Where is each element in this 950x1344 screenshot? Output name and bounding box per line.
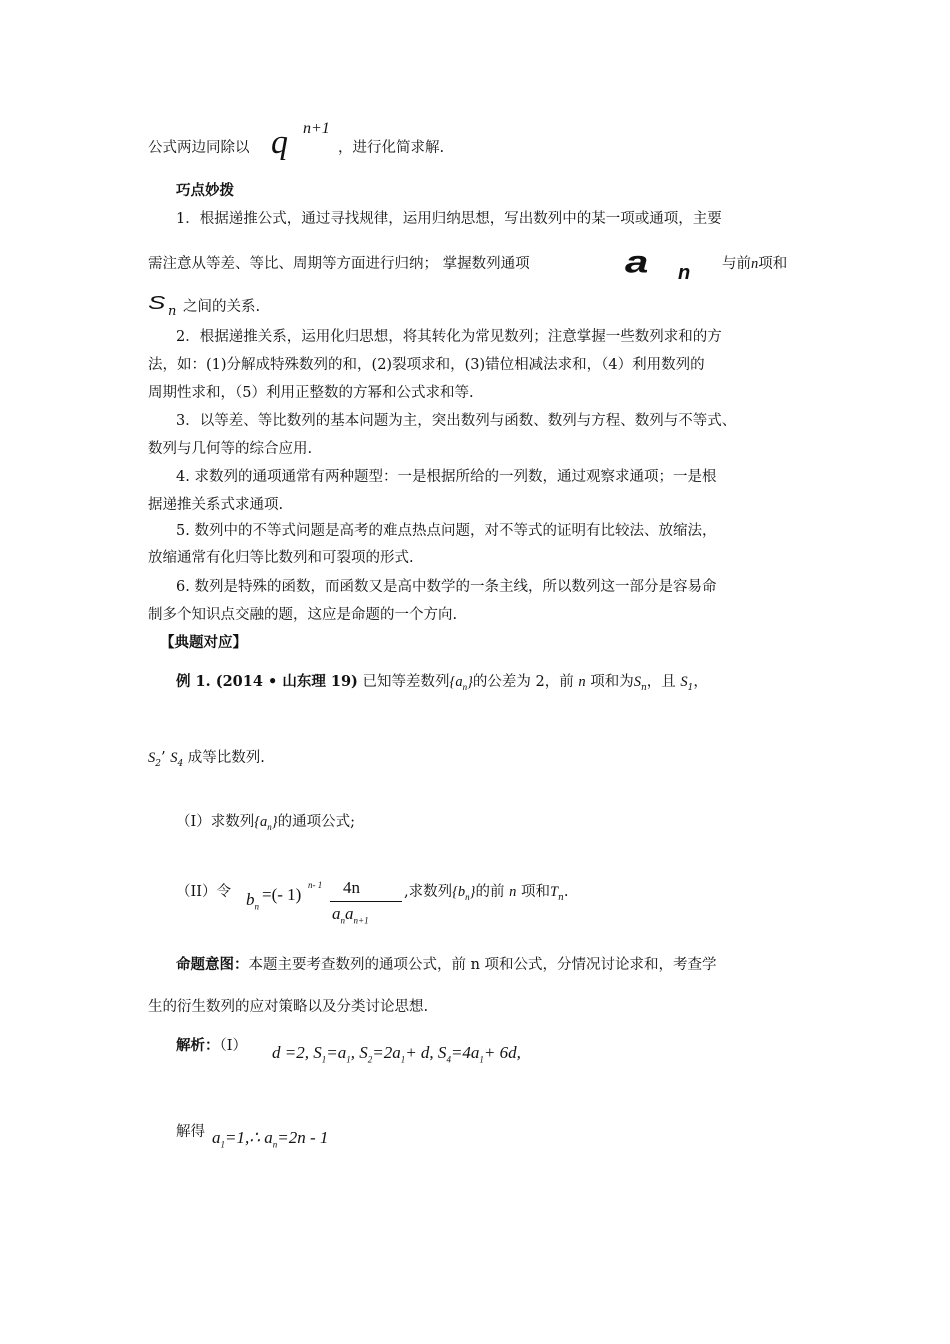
example-S4: S xyxy=(170,750,178,766)
tip-1-terms: 项和 xyxy=(758,256,788,272)
eq1-s4: 4 xyxy=(446,1054,451,1065)
solve-pre: 解得 xyxy=(176,1124,205,1140)
eq1-b: =a xyxy=(326,1043,347,1062)
example-S2: S xyxy=(148,750,156,766)
q2-mid: ,求数列 xyxy=(404,884,453,900)
solution-label: 解析： xyxy=(176,1037,220,1054)
intent-line-1 xyxy=(176,955,717,975)
q1-pre: （I）求数列 xyxy=(176,814,255,830)
solution-line-1 xyxy=(176,1036,247,1056)
a-n-symbol: a xyxy=(625,244,649,280)
seq-a xyxy=(450,674,473,690)
eq2-a: a xyxy=(212,1128,221,1147)
example-S4-sub: 4 xyxy=(177,758,184,769)
q2-den-a: a xyxy=(332,904,341,923)
intent-line-2: 生的衍生数列的应对策略以及分类讨论思想. xyxy=(148,999,429,1015)
q2-T-sub: n xyxy=(558,892,564,903)
s-n-subscript: n xyxy=(168,304,177,319)
solution-eq-1 xyxy=(272,1043,521,1064)
eq1-f: =4a xyxy=(450,1043,480,1062)
q2-pre: （II）令 xyxy=(176,884,231,900)
eq1-a1b: 1 xyxy=(400,1054,406,1065)
tip-1-n: n xyxy=(751,256,759,272)
intro-text-end: ，进行化简求解. xyxy=(338,140,445,156)
solution-part: （I） xyxy=(219,1038,247,1054)
intent-label: 命题意图： xyxy=(176,956,249,973)
q2-seq-sub: n xyxy=(465,891,470,902)
tips-heading: 巧点妙拨 xyxy=(176,182,234,199)
q-exponent: n+1 xyxy=(303,120,330,137)
q1-seq-close: } xyxy=(271,814,278,830)
q2-T: T xyxy=(549,884,559,900)
example-text-3: 项和为 xyxy=(590,674,634,690)
q2-end: . xyxy=(563,884,569,900)
eq2-n-sub: n xyxy=(272,1139,278,1150)
eq1-a: d =2, S xyxy=(272,1043,322,1062)
example-n: n xyxy=(578,674,586,690)
q2-terms: 项和 xyxy=(520,884,550,900)
seq-a-close: } xyxy=(467,674,473,690)
q2-seq-open: {b xyxy=(452,884,466,900)
q1-seq-open: {a xyxy=(254,814,268,830)
q2-seq-close: } xyxy=(469,884,476,900)
s-n-symbol: S xyxy=(148,292,166,313)
intent-text-1: 本题主要考查数列的通项公式，前 n 项和公式，分情况讨论求和，考查学 xyxy=(248,957,717,973)
tip-1-line-2: 需注意从等差、等比、周期等方面进行归纳； 掌握数列通项 xyxy=(148,256,530,272)
q2-den-n1: n+1 xyxy=(353,915,369,926)
tip-1-line-2b xyxy=(722,254,787,274)
seq-a-open: {a xyxy=(449,674,463,690)
q2-b-letter: b xyxy=(246,890,255,909)
q1-seq xyxy=(254,814,277,830)
q2-exp: n- 1 xyxy=(308,880,323,890)
example-comma: ， xyxy=(693,674,708,690)
tip-1-line-3: 之间的关系. xyxy=(183,299,261,315)
eq1-s2: 2 xyxy=(367,1054,373,1065)
eq1-s1: 1 xyxy=(321,1054,327,1065)
q2-after: 的前 xyxy=(475,884,505,900)
tip-2-line-3: 周期性求和，（5）利用正整数的方幂和公式求和等. xyxy=(148,385,474,401)
q2-den-a2: a xyxy=(345,904,354,923)
eq1-c: , S xyxy=(350,1043,368,1062)
eq1-a1c: 1 xyxy=(479,1054,484,1065)
tip-5-line-2: 放缩通常有化归等比数列和可裂项的形式. xyxy=(148,550,414,566)
q1-seq-sub: n xyxy=(267,821,272,832)
tip-6-line-2: 制多个知识点交融的题，这应是命题的一个方向. xyxy=(148,607,458,623)
example-text-1: 已知等差数列 xyxy=(362,674,450,690)
tip-1-with: 与前 xyxy=(722,256,751,272)
tip-3-line-2: 数列与几何等的综合应用. xyxy=(148,441,313,457)
seq-a-sub: n xyxy=(462,681,468,692)
tip-1-line-1: 1．根据递推公式，通过寻找规律，运用归纳思想，写出数列中的某一项或通项，主要 xyxy=(176,211,722,227)
tip-4-line-2: 据递推关系式求通项. xyxy=(148,497,284,513)
tip-2-line-1: 2．根据递推关系，运用化归思想，将其转化为常见数列；注意掌握一些数列求和的方 xyxy=(176,329,722,345)
example-text-4: ，且 xyxy=(646,674,676,690)
question-1 xyxy=(176,812,355,837)
tip-5-line-1: 5. 数列中的不等式问题是高考的难点热点问题，对不等式的证明有比较法、放缩法， xyxy=(176,523,717,539)
tip-2-line-2: 法，如：(1)分解成特殊数列的和，(2)裂项求和，(3)错位相减法求和，（4）利用数列的 xyxy=(148,357,705,373)
q2-fraction-bar xyxy=(330,901,402,902)
example-line-2: $S_2$’ $S_4$ 成等比数列. xyxy=(148,750,265,769)
q2-den-n: n xyxy=(340,915,345,926)
eq2-b: =1,∴ a xyxy=(225,1128,273,1147)
example-label: 例 1. (2014 • 山东理 19) xyxy=(176,673,358,690)
eq1-d: =2a xyxy=(372,1043,401,1062)
q2-den xyxy=(332,904,369,925)
eq1-g: + 6d, xyxy=(483,1043,521,1062)
example-S1: S xyxy=(680,674,688,690)
intro-text: 公式两边同除以 xyxy=(148,140,250,156)
solution-eq-2 xyxy=(212,1128,328,1149)
example-S2-sub: 2 xyxy=(155,758,161,769)
eq1-a1: 1 xyxy=(346,1054,351,1065)
eq1-e: + d, S xyxy=(405,1043,447,1062)
q2-rest xyxy=(404,882,568,908)
q1-post: 的通项公式; xyxy=(277,814,355,830)
eq2-c: =2n - 1 xyxy=(277,1128,329,1147)
q2-seq xyxy=(452,884,475,900)
tip-4-line-1: 4. 求数列的通项通常有两种题型：一是根据所给的一列数，通过观察求通项；一是根 xyxy=(176,469,717,485)
q2-b-sub: n xyxy=(254,901,259,912)
example-S1-sub: 1 xyxy=(687,682,694,693)
q2-num: 4n xyxy=(343,878,360,897)
section-heading: 【典题对应】 xyxy=(160,634,247,651)
tip-3-line-1: 3．以等差、等比数列的基本问题为主，突出数列与函数、数列与方程、数列与不等式、 xyxy=(176,413,737,429)
eq2-a-sub: 1 xyxy=(220,1139,225,1150)
example-text-5: 成等比数列. xyxy=(187,750,265,766)
q2-eq: =(- 1) xyxy=(262,885,302,904)
tip-6-line-1: 6. 数列是特殊的函数，而函数又是高中数学的一条主线，所以数列这一部分是容易命 xyxy=(176,579,717,595)
q-symbol: q xyxy=(271,124,288,161)
example-line-1 xyxy=(176,672,708,698)
example-S-sub: n xyxy=(640,682,647,693)
q2-b xyxy=(246,890,259,911)
a-n-subscript: n xyxy=(678,262,691,284)
example-S: S xyxy=(633,674,641,690)
q2-n: n xyxy=(509,884,517,900)
example-text-2: 的公差为 2，前 xyxy=(472,674,574,690)
